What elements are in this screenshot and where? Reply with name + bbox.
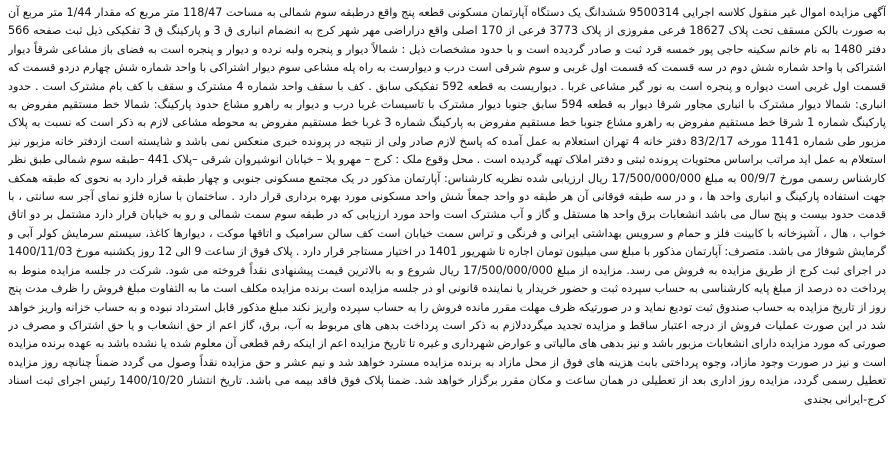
auction-notice-text: آگهی مزایده اموال غیر منقول کلاسه اجرایی 9500314 ششدانگ یک دستگاه آپارتمان مسکونی قطعه پنج واقع درطبقه سوم شمالی به مساحت 118/47 متر مربع که مقدار 1/44 متر مربع آن به صورت بالکن مسقف تحت پلاک 18627 فرعی مفروزی از پلاک 3773 فرعی از 170 اصلی واقع دراراضی مهر شهر کرج به انضمام انباری ق 3 و پارکینگ ق 3 تفکیکی ذیل ثبت صفحه 566 دفتر 1480 به نام خانم سکینه حاجی پور خمسه قرد ثبت و صادر گردیده است و با حدود مشخصات ذیل : شمالاً دیوار و پنجره ولبه نرده و دیوار و پنجره است به فضای باز مشاعی شرقاً دیوار اشتراکی با واحد شماره شش دوم در سه قسمت که قسمت اول غربی و سوم شرقی است درب و دیوارست به راه پله مشاعی سوم دیوار اشتراکی با واحد شماره شش چهارم دردو قسمت که قسمت اول غربی است دیواره و پنجره است به نور گیر مشاعی غربا . دیواریست به قطعه 592 تفکیکی سابق . کف با سقف واحد شماره 4 مشترک و سقف با کف بام مشترک است . حدود انباری: شمالا دیوار مشترک با انباری مجاور شرقا دیوار به قطعه 594 سابق جنوبا دیوار مشترک با تاسیسات غربا درب و دیوار به راهرو مشاع حدود پارکینگ: شمالا خط مستقیم مفروض به پارکینگ شماره 1 شرقا خط مستقیم مفروض به راهرو مشاع جنوبا خط مستقیم مفروض به پارکینگ شماره 3 غربا خط مستقیم مفروض به محوطه مشاعی لازم به ذکر است که نسبت به پلاک مزبور طی شماره 1141 مورخه 83/2/17 دفتر خانه 4 تهران استعلام به عمل آمده که پاسخ لازم صادر ولی از نتیجه در پرونده خبری منعکس نمی باشد و شایسته است ازدفتر خانه مزبور نیز استعلام به عمل اید مراتب براساس محتویات پرونده ثبتی و دفتر املاک تهیه گردیده است . محل وقوع ملک : کرج – مهرو یلا – خیابان انوشیروان شرقی –پلاک 441 –طبقه سوم شمالی طبق نظر کارشناس رسمی مورخ 00/9/7 به مبلغ 17/500/000/000 ریال ارزیابی شده نظریه کارشناس: آپارتمان مذکور در یک مجتمع مسکونی جنوبی و چهار طبقه قرار دارد به نحوی که طبقه همکف جهت استفاده پارکینگ و انباری واحد ها ، و در سه طبقه فوقانی آن هر طبقه دو واحد جمعاً شش واحد مسکونی مورد بهره برداری قرار دارد . ساختمان با سازه فلزو نمای آجر سه سانتی ، با قدمت حدود بیست و پنج سال می باشد انشعابات برق واحد ها مستقل و گاز و آب مشترک است واحد مورد ارزیابی که در طبقه سوم سمت شمالی و رو به خیابان قرار دارد مشتمل بر دو اتاق خواب ، هال ، آشپزخانه با کابینت فلز و حمام و سرویس بهداشتی ایرانی و فرنگی و تراس سمت خیابان است کف سالن سرامیک و اتاقها موکت ، دیوارها کاغذ، سیستم سرمایش کولر آبی و گرمایش شوفاژ می باشد. متصرف: آپارتمان مذکور با مبلغ سی میلیون تومان اجاره تا شهریور 1401 در اختیار مستاجر قرار دارد . پلاک فوق از ساعت 9 الی 12 روز یکشنبه مورخ 1400/11/03 در اجرای ثبت کرج از طریق مزایده به فروش می رسد. مزایده از مبلغ 17/500/000/000 ریال شروع و به بالاترین قیمت پیشنهادی نقداً فروخته می شود. شرکت در جلسه مزایده منوط به پرداخت ده درصد از مبلغ پایه کارشناسی به حساب سپرده ثبت و حضور خریدار یا نماینده قانونی او در جلسه مزایده است برنده مزایده مکلف است ما به التفاوت مبلغ فروش را ظرف مدت پنج روز از تاریخ مزایده به حساب صندوق ثبت تودیع نماید و در صورتیکه ظرف مهلت مقرر مانده فروش را به حساب سپرده واریز نکند مبلغ مذکور قابل استرداد نبوده و به حساب خزانه واریز خواهد شد در این صورت عملیات فروش از درجه اعتبار ساقط و مزایده تجدید میگرددلازم به ذکر است پرداخت بدهی های مربوط به آب، برق، گاز اعم از حق انشعاب و یا حق اشتراک و مصرف در صورتی که مورد مزایده دارای انشعابات مزبور باشد و نیز بدهی های مالیاتی و عوارض شهرداری و غیره تا تاریخ مزایده اعم از اینکه رقم قطعی آن معلوم شده یا نشده باشد به عهده برنده مزایده است و نیز در صورت وجود مازاد، وجوه پرداختی بابت هزینه های فوق از محل مازاد به برنده مزایده مسترد خواهد شد و نیم عشر و حق مزایده نقداً وصول می گردد ضمناً چنانچه روز مزایده تعطیل رسمی گردد، مزایده روز اداری بعد از تعطیلی در همان ساعت و مکان مقرر برگزار خواهد شد. ضمنا پلاک فوق فاقد بیمه می باشد. تاریخ انتشار 1400/10/20 رئیس اجرای ثبت اسناد کرج-ایرانی بجندی bbox=[8, 6, 886, 406]
